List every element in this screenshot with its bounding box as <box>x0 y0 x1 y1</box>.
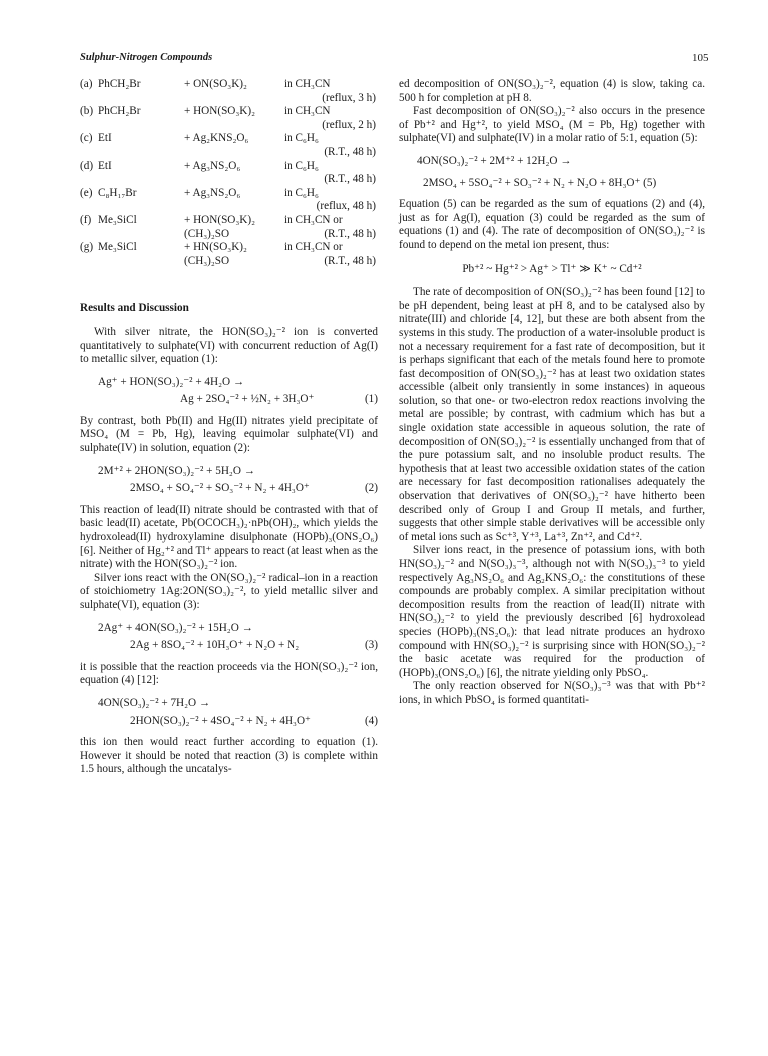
equation-number: (1) <box>364 393 378 406</box>
reaction-condition: (R.T., 48 h) <box>324 145 376 158</box>
equation-products: 2Ag + 8SO₄⁻² + 10H₃O⁺ + N₂O + N₂ <box>130 639 300 652</box>
reaction-partner: + ON(SO₃K)₂ <box>184 78 247 90</box>
equation-rhs <box>80 639 378 653</box>
left-column <box>80 78 378 777</box>
reaction-condition: (reflux, 3 h) <box>322 91 376 104</box>
reaction-row <box>80 160 378 187</box>
reaction-solvent: in CH₃CN <box>284 78 331 90</box>
reaction-row <box>80 241 378 268</box>
reaction-label: (e) <box>80 186 93 199</box>
equation-number: (2) <box>364 482 378 495</box>
paragraph: this ion then would react further according to equation (1). However it should be noted that reaction (3) is complete within 1.5 hours, although the uncatalys- <box>80 736 378 776</box>
reaction-condition: (R.T., 48 h) <box>324 173 376 186</box>
reaction-solvent: in C₆H₆ <box>284 159 319 172</box>
reaction-label: (d) <box>80 159 94 172</box>
equation-products: Ag + 2SO₄⁻² + ½N₂ + 3H₃O⁺ <box>180 393 315 406</box>
paragraph: Silver ions react with the ON(SO₃)₂⁻² radical–ion in a reaction of stoichiometry 1Ag:2ON(SO₃)₂⁻², to yield metallic silver and sulphate(VI), equation (3): <box>80 571 378 611</box>
right-column <box>399 78 705 708</box>
paragraph: ed decomposition of ON(SO₃)₂⁻², equation (4) is slow, taking ca. 500 h for completion at pH 8. <box>399 78 705 104</box>
equation-rhs <box>80 393 378 407</box>
page-number: 105 <box>692 52 709 64</box>
equation-rhs <box>80 715 378 729</box>
reaction-reagent: Me₃SiCl <box>98 241 137 254</box>
reaction-extra <box>184 119 284 133</box>
equation-rhs: 2MSO₄ + 5SO₄⁻² + SO₃⁻² + N₂ + N₂O + 8H₃O⁺ (5) <box>423 176 657 189</box>
reaction-extra <box>184 146 284 160</box>
equation-products: 2MSO₄ + SO₄⁻² + SO₃⁻² + N₂ + 4H₃O⁺ <box>130 482 310 495</box>
equation-number: (3) <box>364 639 378 652</box>
equation-lhs: 4ON(SO₃)₂⁻² + 7H₂O → <box>98 696 211 709</box>
paragraph: The rate of decomposition of ON(SO₃)₂⁻² has been found [12] to be pH dependent, being least at pH 8, and to be catalysed also by nitrate(III) and chloride [4, 12], but these are both absent from the systems in this study. The production of a water-insoluble product is not a necessary requirement for a fast rate of decomposition, but it is perhaps significant that each of the metals found here to promote fast decomposition of ON(SO₃)₂⁻² has at least two oxidation states accessible (albeit only transiently in some instances) in aqueous solution, so that one- or two-electron redox reactions involving the metal are possible; by contrast, with cadmium which has but a single oxidation state accessible in aqueous solution, the rate of decomposition of ON(SO₃)₂⁻² is essentially unchanged from that of the pure potassium salt, and no insoluble product results. The hypothesis that at least two accessible oxidation states of the cation are necessary for fast decomposition rationalises adequately the observation that derivatives of ON(SO₃)₂⁻² have hitherto been described only of Group I and Group II metals, and further, suggests that other simple stable derivatives will be accessible only of metal ions such as Sc⁺³, Y⁺³, La⁺³, Zn⁺², and Cd⁺². <box>399 286 705 543</box>
reaction-solvent: in C₆H₆ <box>284 186 319 199</box>
reaction-partner: + Ag₃NS₂O₆ <box>184 186 241 199</box>
reaction-extra: (CH₃)₂SO <box>184 254 230 267</box>
reaction-label: (g) <box>80 241 94 254</box>
reaction-condition: (reflux, 48 h) <box>316 200 376 213</box>
reaction-reagent: PhCH₂Br <box>98 105 141 118</box>
reaction-condition: (R.T., 48 h) <box>324 227 376 240</box>
reaction-label: (b) <box>80 105 94 118</box>
reaction-partner: + Ag₃NS₂O₆ <box>184 159 241 172</box>
equation-lhs: 2Ag⁺ + 4ON(SO₃)₂⁻² + 15H₂O → <box>98 621 253 634</box>
reaction-solvent: in C₆H₆ <box>284 132 319 145</box>
reaction-reagent: PhCH₂Br <box>98 78 141 90</box>
paragraph: Equation (5) can be regarded as the sum of equations (2) and (4), just as for Ag(I), equation (3) could be regarded as the sum of equations (1) and (4). The rate of decomposition of ON(SO₃)₂⁻² is found to depend on the metal ion present, thus: <box>399 198 705 251</box>
reaction-reagent: EtI <box>98 132 112 145</box>
reaction-label: (a) <box>80 78 93 90</box>
reaction-partner: + HON(SO₃K)₂ <box>184 105 255 118</box>
reaction-label: (f) <box>80 213 92 226</box>
reaction-partner: + HN(SO₃K)₂ <box>184 241 247 254</box>
paragraph: By contrast, both Pb(II) and Hg(II) nitrates yield precipitate of MSO₄ (M = Pb, Hg), leaving equimolar sulphate(VI) and sulphate(IV) in solution, equation (2): <box>80 414 378 455</box>
reaction-reagent: EtI <box>98 159 112 172</box>
reaction-extra <box>184 200 284 214</box>
equation-lhs: 2M⁺² + 2HON(SO₃)₂⁻² + 5H₂O → <box>98 464 255 477</box>
reaction-row <box>80 132 378 159</box>
equation-rhs <box>80 482 378 496</box>
reaction-condition: (reflux, 2 h) <box>322 118 376 131</box>
running-title: Sulphur-Nitrogen Compounds <box>80 52 213 63</box>
paragraph: Silver ions react, in the presence of potassium ions, with both HN(SO₃)₂⁻² and N(SO₃)₃⁻³, although not with N(SO₃)₃⁻³ to yield respectively Ag₃NS₂O₆ and Ag₂KNS₂O₆: the constitutions of these compounds are probably complex. A similar precipitation without decomposition results from the reaction of lead(II) nitrate with HN(SO₃)₂⁻² to yield the previously described [6] hydroxolead species (HOPb)₃(NS₂O₆): that lead nitrate produces an hydroxo compound with HN(SO₃)₂⁻² is surprising since with HON(SO₃)₂⁻² the basic acetate was required for the production of (HOPb)₃(ONS₂O₆) [6], the nitrate yielding only PbSO₄. <box>399 544 705 679</box>
reaction-extra: (CH₃)₂SO <box>184 227 230 240</box>
reaction-row <box>80 105 378 132</box>
paragraph: With silver nitrate, the HON(SO₃)₂⁻² ion is converted quantitatively to sulphate(VI) with concurrent reduction of Ag(I) to metallic silver, equation (1): <box>80 325 378 366</box>
paragraph: Fast decomposition of ON(SO₃)₂⁻² also occurs in the presence of Pb⁺² and Hg⁺², to yield MSO₄ (M = Pb, Hg) together with sulphate(VI) and sulphate(IV) in a molar ratio of 5:1, equation (5): <box>399 105 705 145</box>
equation-lhs: Ag⁺ + HON(SO₃)₂⁻² + 4H₂O → <box>98 375 245 388</box>
reaction-row <box>80 78 378 105</box>
paragraph: The only reaction observed for N(SO₃)₃⁻³ was that with Pb⁺² ions, in which PbSO₄ is formed quantitati- <box>399 680 705 706</box>
reaction-row <box>80 187 378 214</box>
paragraph: it is possible that the reaction proceeds via the HON(SO₃)₂⁻² ion, equation (4) [12]: <box>80 660 378 687</box>
reaction-solvent: in CH₃CN or <box>284 213 343 226</box>
reaction-condition: (R.T., 48 h) <box>324 254 376 267</box>
reaction-solvent: in CH₃CN or <box>284 241 343 254</box>
rate-series: Pb⁺² ~ Hg⁺² > Ag⁺ > Tl⁺ ≫ K⁺ ~ Cd⁺² <box>462 262 642 275</box>
reaction-label: (c) <box>80 132 93 145</box>
reaction-partner: + HON(SO₃K)₂ <box>184 213 255 226</box>
reaction-row <box>80 214 378 241</box>
paragraph: This reaction of lead(II) nitrate should be contrasted with that of basic lead(II) acetate, Pb(OCOCH₃)₂·nPb(OH)₂, which yields the hydroxolead(II) hydroxylamine disulphonate (HOPb)₃(ONS₂O₆) [6]. Neither of Hg₂⁺² and Tl⁺ appears to react (at least when as the nitrate) with the HON(SO₃)₂⁻² ion. <box>80 503 378 571</box>
reaction-extra <box>184 92 284 106</box>
section-heading: Results and Discussion <box>80 302 189 315</box>
equation-number: (4) <box>364 714 378 727</box>
reaction-partner: + Ag₂KNS₂O₆ <box>184 132 249 145</box>
reaction-reagent: Me₃SiCl <box>98 213 137 226</box>
reaction-reagent: C₈H₁₇Br <box>98 186 137 199</box>
reaction-extra <box>184 173 284 187</box>
reaction-list <box>80 78 378 268</box>
reaction-solvent: in CH₃CN <box>284 105 331 118</box>
equation-lhs: 4ON(SO₃)₂⁻² + 2M⁺² + 12H₂O → <box>417 154 572 167</box>
equation-products: 2HON(SO₃)₂⁻² + 4SO₄⁻² + N₂ + 4H₃O⁺ <box>130 714 311 727</box>
